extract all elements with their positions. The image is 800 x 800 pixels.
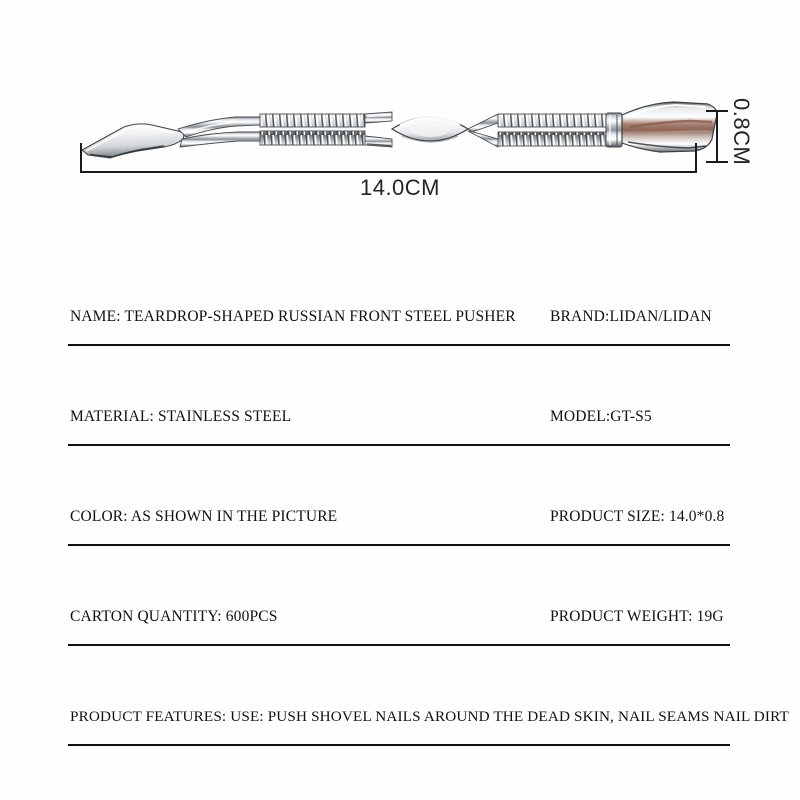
spec-brand-value: BRAND:LIDAN/LIDAN [550,308,712,325]
spec-product-weight-value: PRODUCT WEIGHT: 19G [550,608,724,625]
upper-neck-left [178,117,260,147]
spec-model-value: MODEL:GT-S5 [550,408,652,425]
spec-row-color [0,480,800,580]
spec-row-material [0,380,800,480]
row-separator [68,344,730,346]
spec-row-name [0,280,800,380]
spec-row-product-features [0,680,800,780]
row-separator [68,744,730,746]
length-dimension-cap-left [80,143,82,173]
specification-table [0,280,800,780]
collar-ferrule [606,113,622,147]
spec-carton-quantity-value: CARTON QUANTITY: 600PCS [70,608,278,625]
spec-product-size-value: PRODUCT SIZE: 14.0*0.8 [550,508,725,525]
length-dimension-line [80,171,697,173]
product-figure [0,0,800,260]
spec-color-value: COLOR: AS SHOWN IN THE PICTURE [70,508,338,525]
row-separator [68,444,730,446]
spec-row-carton-quantity [0,580,800,680]
width-dimension-line [716,110,718,163]
width-dimension-cap-top [706,110,728,112]
spec-product-features-value: PRODUCT FEATURES: USE: PUSH SHOVEL NAILS AROUND THE DEAD SKIN, NAIL SEAMS NAIL DIRT [70,708,789,725]
shaft-left [365,112,392,147]
length-dimension-cap-right [695,143,697,173]
spoon-pusher-head [622,102,717,152]
width-dimension-cap-bottom [706,161,728,163]
row-separator [68,644,730,646]
width-dimension-label: 0.8CM [729,98,754,166]
spec-name-value: NAME: TEARDROP-SHAPED RUSSIAN FRONT STEEL PUSHER [70,308,516,325]
row-separator [68,544,730,546]
teardrop-center-bulge [392,117,468,142]
knurled-grip-right [498,114,606,146]
shovel-blade-tip [82,124,184,158]
knurled-grip-left [260,114,365,145]
spec-material-value: MATERIAL: STAINLESS STEEL [70,408,292,425]
cuticle-pusher-illustration [60,95,720,175]
length-dimension-label: 14.0CM [359,175,441,200]
shaft-right [468,114,498,147]
